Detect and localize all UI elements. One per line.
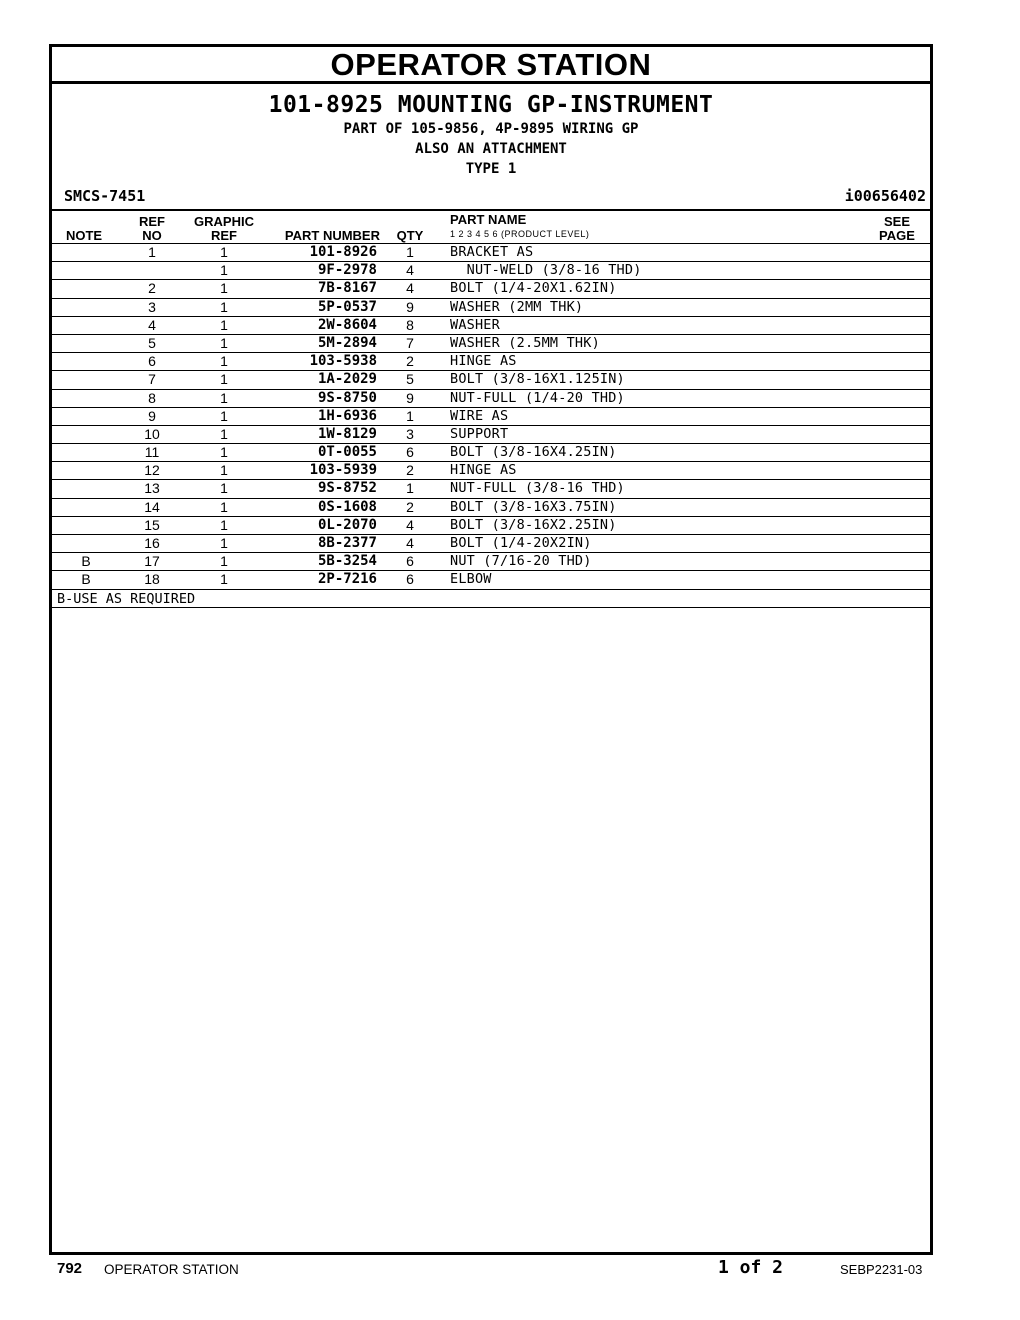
- table-row: [52, 462, 930, 480]
- table-row: [52, 317, 930, 335]
- page-of-indicator: 1 of 2: [718, 1257, 784, 1278]
- part-name-cell: NUT (7/16-20 THD): [450, 553, 592, 570]
- part-number-cell: 0S-1608: [317, 498, 377, 515]
- table-row: [52, 353, 930, 371]
- qty-cell: 9: [406, 298, 414, 315]
- ref-no-cell: 9: [148, 407, 156, 424]
- ref-no-cell: 7: [148, 371, 156, 388]
- table-row: [52, 517, 930, 535]
- graphic-ref-cell: 1: [220, 462, 228, 479]
- graphic-ref-cell: 1: [220, 516, 228, 533]
- qty-cell: 6: [406, 553, 414, 570]
- part-name-cell: HINGE AS: [450, 353, 517, 370]
- part-name-cell: ELBOW: [450, 571, 492, 588]
- part-name-cell: NUT-WELD (3/8-16 THD): [450, 262, 642, 279]
- table-row: [52, 244, 930, 262]
- col-note: NOTE: [65, 228, 103, 243]
- type-line: TYPE 1: [465, 161, 517, 177]
- col-graphic-ref-bottom: REF: [211, 228, 237, 243]
- qty-cell: 1: [406, 480, 414, 497]
- table-row: [52, 390, 930, 408]
- part-name-cell: BOLT (3/8-16X2.25IN): [450, 516, 617, 533]
- part-number-cell: 5B-3254: [317, 553, 377, 570]
- part-number-cell: 101-8926: [309, 244, 377, 260]
- graphic-ref-cell: 1: [220, 553, 228, 570]
- table-row: [52, 408, 930, 426]
- ref-no-cell: 18: [144, 571, 160, 588]
- qty-cell: 4: [406, 535, 414, 551]
- col-ref-no-bottom: NO: [142, 228, 162, 243]
- part-number-cell: 1W-8129: [317, 425, 377, 442]
- part-name-cell: SUPPORT: [450, 425, 509, 442]
- part-number-cell: 103-5938: [309, 353, 377, 370]
- section-title: OPERATOR STATION: [52, 47, 930, 84]
- ref-no-cell: 2: [148, 280, 156, 297]
- ref-no-cell: 1: [148, 244, 156, 260]
- part-name-cell: BOLT (1/4-20X2IN): [450, 535, 592, 551]
- page-footer: [0, 1255, 1020, 1285]
- part-name-cell: BRACKET AS: [450, 244, 534, 260]
- ref-no-cell: 16: [144, 535, 160, 551]
- part-number-cell: 5M-2894: [317, 334, 377, 351]
- table-row: [52, 499, 930, 517]
- col-see-page-bottom: PAGE: [879, 228, 915, 243]
- part-name-cell: WASHER (2MM THK): [450, 298, 584, 315]
- table-row: [52, 480, 930, 498]
- column-headers: [52, 211, 930, 244]
- ref-no-cell: 11: [144, 444, 160, 461]
- part-number-cell: 1H-6936: [317, 407, 377, 424]
- qty-cell: 4: [406, 262, 414, 279]
- graphic-ref-cell: 1: [220, 262, 228, 279]
- note-cell: B: [81, 571, 91, 588]
- graphic-ref-cell: 1: [220, 244, 228, 260]
- qty-cell: 4: [406, 280, 414, 297]
- graphic-ref-cell: 1: [220, 389, 228, 406]
- ref-no-cell: 15: [144, 516, 160, 533]
- illustration-id: i00656402: [844, 187, 926, 205]
- col-part-number: PART NUMBER: [284, 228, 380, 243]
- group-header: [52, 84, 930, 211]
- part-name-cell: BOLT (3/8-16X4.25IN): [450, 444, 617, 461]
- part-name-cell: NUT-FULL (3/8-16 THD): [450, 480, 625, 497]
- qty-cell: 1: [406, 244, 414, 260]
- smcs-code: SMCS-7451: [64, 187, 146, 205]
- ref-no-cell: 10: [144, 425, 160, 442]
- part-number-cell: 9S-8752: [317, 480, 377, 497]
- part-number-cell: 2W-8604: [317, 316, 377, 333]
- attachment-line: ALSO AN ATTACHMENT: [415, 141, 567, 157]
- qty-cell: 7: [406, 334, 414, 351]
- part-name-cell: BOLT (3/8-16X1.125IN): [450, 371, 625, 388]
- graphic-ref-cell: 1: [220, 316, 228, 333]
- graphic-ref-cell: 1: [220, 407, 228, 424]
- qty-cell: 5: [406, 371, 414, 388]
- part-number-cell: 103-5939: [309, 462, 377, 479]
- part-name-cell: HINGE AS: [450, 462, 517, 479]
- part-name-cell: WASHER: [450, 316, 500, 333]
- graphic-ref-cell: 1: [220, 298, 228, 315]
- table-row: [52, 444, 930, 462]
- qty-cell: 6: [406, 571, 414, 588]
- ref-no-cell: 6: [148, 353, 156, 370]
- footnote-row: [52, 590, 930, 609]
- part-name-cell: BOLT (1/4-20X1.62IN): [450, 280, 617, 297]
- part-number-cell: 7B-8167: [317, 280, 377, 297]
- ref-no-cell: 13: [144, 480, 160, 497]
- qty-cell: 3: [406, 425, 414, 442]
- col-qty: QTY: [396, 228, 424, 243]
- graphic-ref-cell: 1: [220, 353, 228, 370]
- table-row: [52, 426, 930, 444]
- part-name-cell: BOLT (3/8-16X3.75IN): [450, 498, 617, 515]
- table-row: [52, 371, 930, 389]
- part-number-cell: 2P-7216: [317, 571, 377, 588]
- footnote: B-USE AS REQUIRED: [57, 590, 196, 607]
- ref-no-cell: 3: [148, 298, 156, 315]
- group-title: 101-8925 MOUNTING GP-INSTRUMENT: [268, 92, 714, 118]
- col-see-page-top: SEE: [883, 214, 910, 229]
- qty-cell: 6: [406, 444, 414, 461]
- table-row: [52, 280, 930, 298]
- graphic-ref-cell: 1: [220, 535, 228, 551]
- ref-no-cell: 12: [144, 462, 160, 479]
- graphic-ref-cell: 1: [220, 334, 228, 351]
- graphic-ref-cell: 1: [220, 498, 228, 515]
- table-row: [52, 535, 930, 553]
- part-of-line: PART OF 105-9856, 4P-9895 WIRING GP: [343, 121, 639, 137]
- document-id: SEBP2231-03: [840, 1262, 923, 1277]
- ref-no-cell: 14: [144, 498, 160, 515]
- part-number-cell: 9S-8750: [317, 389, 377, 406]
- part-name-cell: WASHER (2.5MM THK): [450, 334, 600, 351]
- note-cell: B: [81, 553, 91, 570]
- graphic-ref-cell: 1: [220, 480, 228, 497]
- part-number-cell: 9F-2978: [317, 262, 377, 279]
- page-number: 792: [57, 1260, 83, 1277]
- col-ref-no-top: REF: [139, 214, 165, 229]
- part-number-cell: 0L-2070: [317, 516, 377, 533]
- parts-page-frame: [49, 44, 933, 1255]
- qty-cell: 2: [406, 353, 414, 370]
- table-row: [52, 335, 930, 353]
- ref-no-cell: 8: [148, 389, 156, 406]
- part-name-cell: NUT-FULL (1/4-20 THD): [450, 389, 625, 406]
- table-row: [52, 571, 930, 589]
- graphic-ref-cell: 1: [220, 280, 228, 297]
- qty-cell: 1: [406, 407, 414, 424]
- product-levels: 1 2 3 4 5 6 (PRODUCT LEVEL): [450, 229, 590, 239]
- parts-table-body: [52, 244, 930, 590]
- part-number-cell: 8B-2377: [317, 535, 377, 551]
- graphic-ref-cell: 1: [220, 425, 228, 442]
- graphic-ref-cell: 1: [220, 371, 228, 388]
- graphic-ref-cell: 1: [220, 571, 228, 588]
- ref-no-cell: 5: [148, 334, 156, 351]
- graphic-ref-cell: 1: [220, 444, 228, 461]
- table-row: [52, 262, 930, 280]
- qty-cell: 2: [406, 498, 414, 515]
- table-row: [52, 553, 930, 571]
- footer-title: OPERATOR STATION: [104, 1262, 239, 1277]
- qty-cell: 8: [406, 316, 414, 333]
- table-row: [52, 299, 930, 317]
- part-number-cell: 5P-0537: [317, 298, 377, 315]
- qty-cell: 2: [406, 462, 414, 479]
- col-part-name: PART NAME: [450, 212, 527, 227]
- part-number-cell: 1A-2029: [317, 371, 377, 388]
- qty-cell: 9: [406, 389, 414, 406]
- qty-cell: 4: [406, 516, 414, 533]
- ref-no-cell: 4: [148, 316, 156, 333]
- ref-no-cell: 17: [144, 553, 160, 570]
- part-name-cell: WIRE AS: [450, 407, 509, 424]
- col-graphic-ref-top: GRAPHIC: [194, 214, 254, 229]
- part-number-cell: 0T-0055: [317, 444, 377, 461]
